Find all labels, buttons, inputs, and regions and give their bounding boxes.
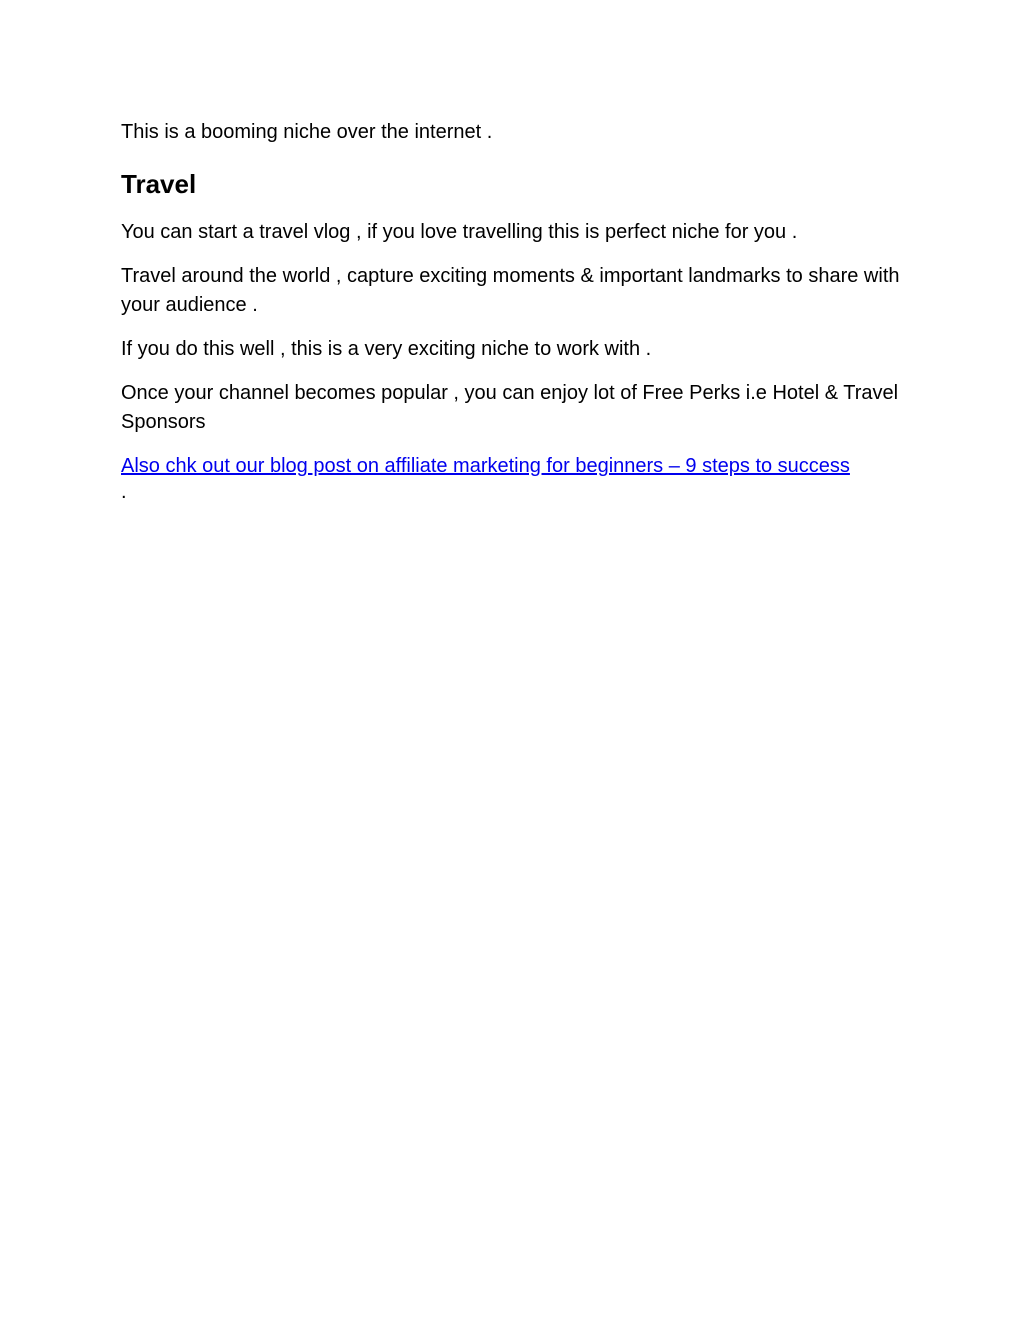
document-body — [121, 118, 911, 518]
link-trailing-period: . — [121, 481, 127, 503]
paragraph-travel-world: Travel around the world , capture exciting moments & important landmarks to share with your audience . — [121, 265, 900, 316]
intro-text: This is a booming niche over the internet . — [121, 121, 493, 143]
paragraph-exciting-niche: If you do this well , this is a very exciting niche to work with . — [121, 338, 652, 360]
paragraph-travel-vlog: You can start a travel vlog , if you love travelling this is perfect niche for you . — [121, 221, 798, 243]
blog-link-paragraph — [121, 452, 911, 503]
affiliate-marketing-blog-link[interactable]: Also chk out our blog post on affiliate marketing for beginners – 9 steps to success — [121, 455, 850, 477]
paragraph-free-perks: Once your channel becomes popular , you can enjoy lot of Free Perks i.e Hotel & Travel Sponsors — [121, 382, 899, 433]
section-heading-travel: Travel — [121, 169, 197, 199]
